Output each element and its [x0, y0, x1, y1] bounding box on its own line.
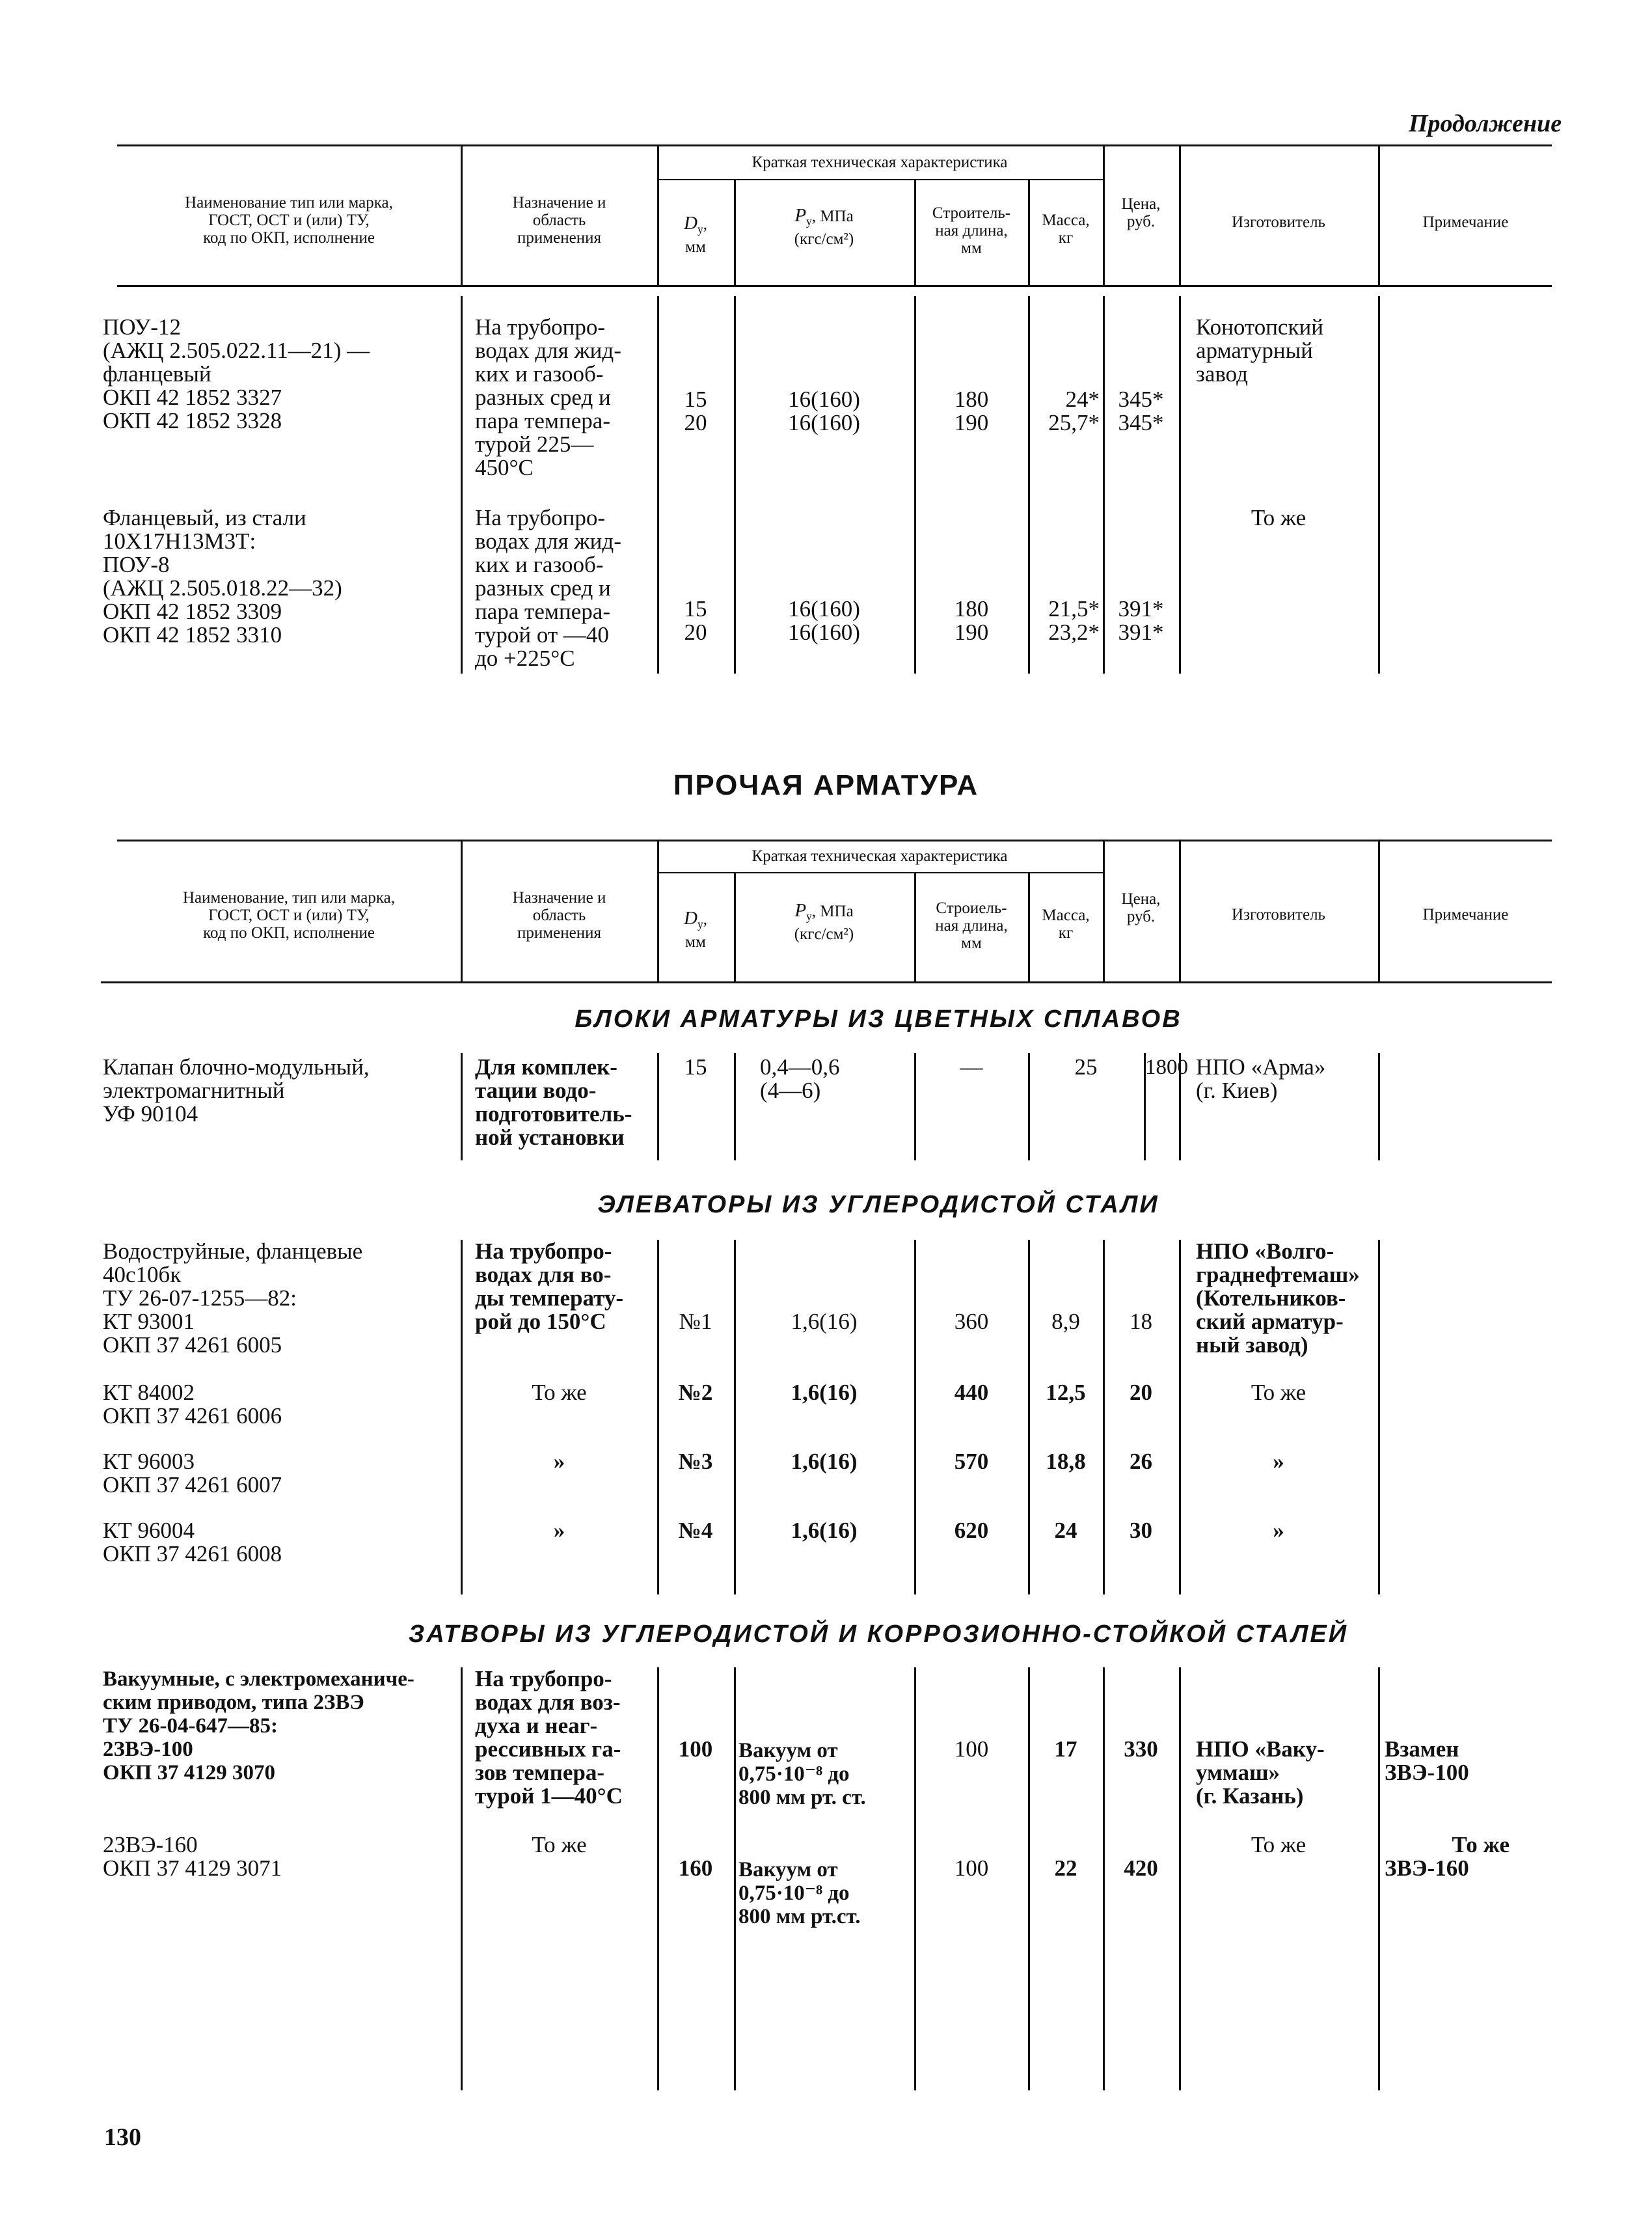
table-row-py: 1,6(16) — [791, 1380, 858, 1405]
table-row-maker: То же — [1251, 1380, 1307, 1405]
table-row-maker: То же — [1251, 1832, 1307, 1857]
table-row-price: 345* 345* — [1118, 387, 1164, 435]
table-row-py: 0,4—0,6 (4—6) — [760, 1054, 840, 1103]
table-row-py: 1,6(16) — [791, 1309, 858, 1334]
table-row-dy: №3 — [678, 1449, 713, 1474]
subsection-title: ЭЛЕВАТОРЫ ИЗ УГЛЕРОДИСТОЙ СТАЛИ — [597, 1191, 1159, 1218]
table-row-maker: НПО «Арма» (г. Киев) — [1196, 1054, 1326, 1103]
table-row-purpose: То же — [532, 1832, 587, 1857]
table-row-py: 16(160) 16(160) — [788, 596, 860, 645]
table-row-price: 420 — [1124, 1855, 1158, 1881]
table-row-purpose: » — [553, 1449, 565, 1474]
header-dy: $D_у$, мм — [684, 908, 707, 951]
header-maker: Изготовитель — [1232, 213, 1325, 231]
table-row-mass: 18,8 — [1046, 1449, 1086, 1474]
table-row-purpose: На трубопро- водах для жид- ких и газооб- разных сред и пара темпера- турой от —40 до +225°С — [475, 505, 621, 671]
subsection-title: БЛОКИ АРМАТУРЫ ИЗ ЦВЕТНЫХ СПЛАВОВ — [575, 1005, 1182, 1033]
table-row-purpose: На трубопро- водах для во- ды температу- рой до 150°С — [475, 1238, 623, 1334]
table-row-price: 330 — [1124, 1736, 1158, 1762]
table-row-length: 100 — [954, 1855, 989, 1881]
header-name-col: Наименование, тип или марка, ГОСТ, ОСТ и (или) ТУ, код по ОКП, исполнение — [182, 889, 396, 942]
table-row-price: 18 — [1130, 1309, 1152, 1334]
table-row-maker: Конотопский арматурный завод — [1196, 314, 1323, 387]
table-row-py: Вакуум от 0,75·10⁻⁸ до 800 мм рт. ст. — [738, 1739, 866, 1809]
table-row-mass: 12,5 — [1046, 1380, 1086, 1405]
table-row-length: 100 — [954, 1736, 989, 1762]
table-row-purpose: На трубопро- водах для жид- ких и газооб- разных сред и пара темпера- турой 225— 450°С — [475, 314, 621, 480]
table-row-price: 20 — [1130, 1380, 1152, 1405]
header-price: Цена, руб. — [1121, 890, 1161, 925]
table-row-name: ПОУ-12 (АЖЦ 2.505.022.11—21) — фланцевый ОКП 42 1852 3327 ОКП 42 1852 3328 — [103, 314, 370, 433]
table-row-dy: 15 — [684, 1054, 707, 1080]
header-tech-group: Краткая техническая характеристика — [752, 154, 1008, 171]
table-row-length: 360 — [954, 1309, 989, 1334]
table-row-py: 16(160) 16(160) — [788, 387, 860, 435]
table-row-dy: №2 — [678, 1380, 713, 1405]
table-row-note: Взамен ЗВЭ-100 — [1385, 1736, 1469, 1785]
header-price: Цена, руб. — [1121, 195, 1161, 230]
header-purpose-col: Назначение и область применения — [512, 194, 606, 247]
header-maker: Изготовитель — [1232, 906, 1325, 923]
table-row-dy: 15 20 — [684, 387, 707, 435]
table-row-price: 30 — [1130, 1518, 1152, 1543]
header-purpose-col: Назначение и область применения — [512, 889, 606, 942]
table-row-length: 180 190 — [954, 387, 989, 435]
page-number: 130 — [104, 2124, 141, 2151]
header-py: $P_у$, МПа (кгс/см²) — [794, 900, 854, 943]
table-row-name: КТ 96003 ОКП 37 4261 6007 — [103, 1449, 282, 1497]
table-row-price: 1800 — [1145, 1056, 1188, 1079]
table-row-name: Водоструйные, фланцевые 40с10бк ТУ 26-07-1255—82: КТ 93001 ОКП 37 4261 6005 — [103, 1238, 363, 1358]
table-row-maker: » — [1273, 1449, 1284, 1474]
table-row-mass: 22 — [1054, 1855, 1077, 1881]
table-row-purpose: Для комплек- тации водо- подготовитель- ной установки — [475, 1054, 632, 1150]
header-mass: Масса, кг — [1042, 212, 1090, 247]
table-row-length: 180 190 — [954, 596, 989, 645]
table-row-dy: №1 — [679, 1309, 712, 1334]
header-py: $P_у$, МПа (кгс/см²) — [794, 205, 854, 248]
header-note: Примечание — [1422, 906, 1509, 923]
table-row-name: КТ 84002 ОКП 37 4261 6006 — [103, 1380, 282, 1429]
table-row-name: Фланцевый, из стали 10Х17Н13М3Т: ПОУ-8 (АЖЦ 2.505.018.22—32) ОКП 42 1852 3309 ОКП 42 1852 3310 — [103, 505, 342, 648]
table-row-name: КТ 96004 ОКП 37 4261 6008 — [103, 1518, 282, 1566]
header-mass: Масса, кг — [1042, 907, 1090, 942]
header-name-col: Наименование тип или марка, ГОСТ, ОСТ и (или) ТУ, код по ОКП, исполнение — [185, 194, 393, 247]
header-dy: $D_у$, мм — [684, 213, 707, 256]
table-row-mass: 24* 25,7* — [1048, 387, 1100, 435]
table-row-mass: 25 — [1074, 1054, 1098, 1080]
table-row-length: — — [960, 1054, 983, 1080]
section-title: ПРОЧАЯ АРМАТУРА — [673, 769, 979, 801]
table-row-maker: НПО «Волго- граднефтемаш» (Котельников- ский арматур- ный завод) — [1196, 1238, 1360, 1358]
table-row-price: 26 — [1130, 1449, 1152, 1474]
header-length: Строиель- ная длина, мм — [935, 899, 1008, 952]
header-tech-group: Краткая техническая характеристика — [752, 847, 1008, 865]
table-row-dy: 160 — [678, 1855, 713, 1881]
table-row-length: 440 — [954, 1380, 989, 1405]
table-row-maker: » — [1273, 1518, 1284, 1543]
table-row-maker: То же — [1251, 505, 1307, 530]
header-note: Примечание — [1422, 213, 1509, 231]
table-row-note: ЗВЭ-160 — [1385, 1855, 1469, 1881]
table-row-py: Вакуум от 0,75·10⁻⁸ до 800 мм рт.ст. — [738, 1858, 861, 1928]
table-row-price: 391* 391* — [1118, 596, 1164, 645]
table-row-mass: 24 — [1054, 1518, 1077, 1543]
continuation-label: Продолжение — [1409, 110, 1562, 137]
table-row-mass: 8,9 — [1051, 1309, 1080, 1334]
table-row-maker: НПО «Ваку- уммаш» (г. Казань) — [1196, 1736, 1325, 1809]
table-row-purpose: » — [553, 1518, 565, 1543]
subsection-title: ЗАТВОРЫ ИЗ УГЛЕРОДИСТОЙ И КОРРОЗИОННО-СТОЙКОЙ СТАЛЕЙ — [408, 1620, 1349, 1648]
table-row-purpose: То же — [532, 1380, 587, 1405]
table-row-name: 2ЗВЭ-160 ОКП 37 4129 3071 — [103, 1832, 282, 1881]
table-row-length: 570 — [954, 1449, 989, 1474]
table-row-mass: 17 — [1054, 1736, 1077, 1762]
table-row-py: 1,6(16) — [791, 1518, 858, 1543]
table-row-dy: 100 — [678, 1736, 713, 1762]
table-row-purpose: На трубопро- водах для воз- духа и неаг- рессивных га- зов темпера- турой 1—40°С — [475, 1666, 623, 1809]
table-row-py: 1,6(16) — [791, 1449, 858, 1474]
header-length: Строитель- ная длина, мм — [932, 204, 1011, 257]
table-row-note-top: То же — [1452, 1832, 1510, 1857]
table-row-length: 620 — [954, 1518, 989, 1543]
table-row-dy: №4 — [678, 1518, 713, 1543]
table-row-mass: 21,5* 23,2* — [1048, 596, 1100, 645]
table-row-name: Клапан блочно-модульный, электромагнитный УФ 90104 — [103, 1054, 370, 1127]
table-row-dy: 15 20 — [684, 596, 707, 645]
table-row-name: Вакуумные, с электромеханиче- ским приводом, типа 2ЗВЭ ТУ 26-04-647—85: 2ЗВЭ-100 ОКП 37 4129 3070 — [103, 1667, 414, 1785]
